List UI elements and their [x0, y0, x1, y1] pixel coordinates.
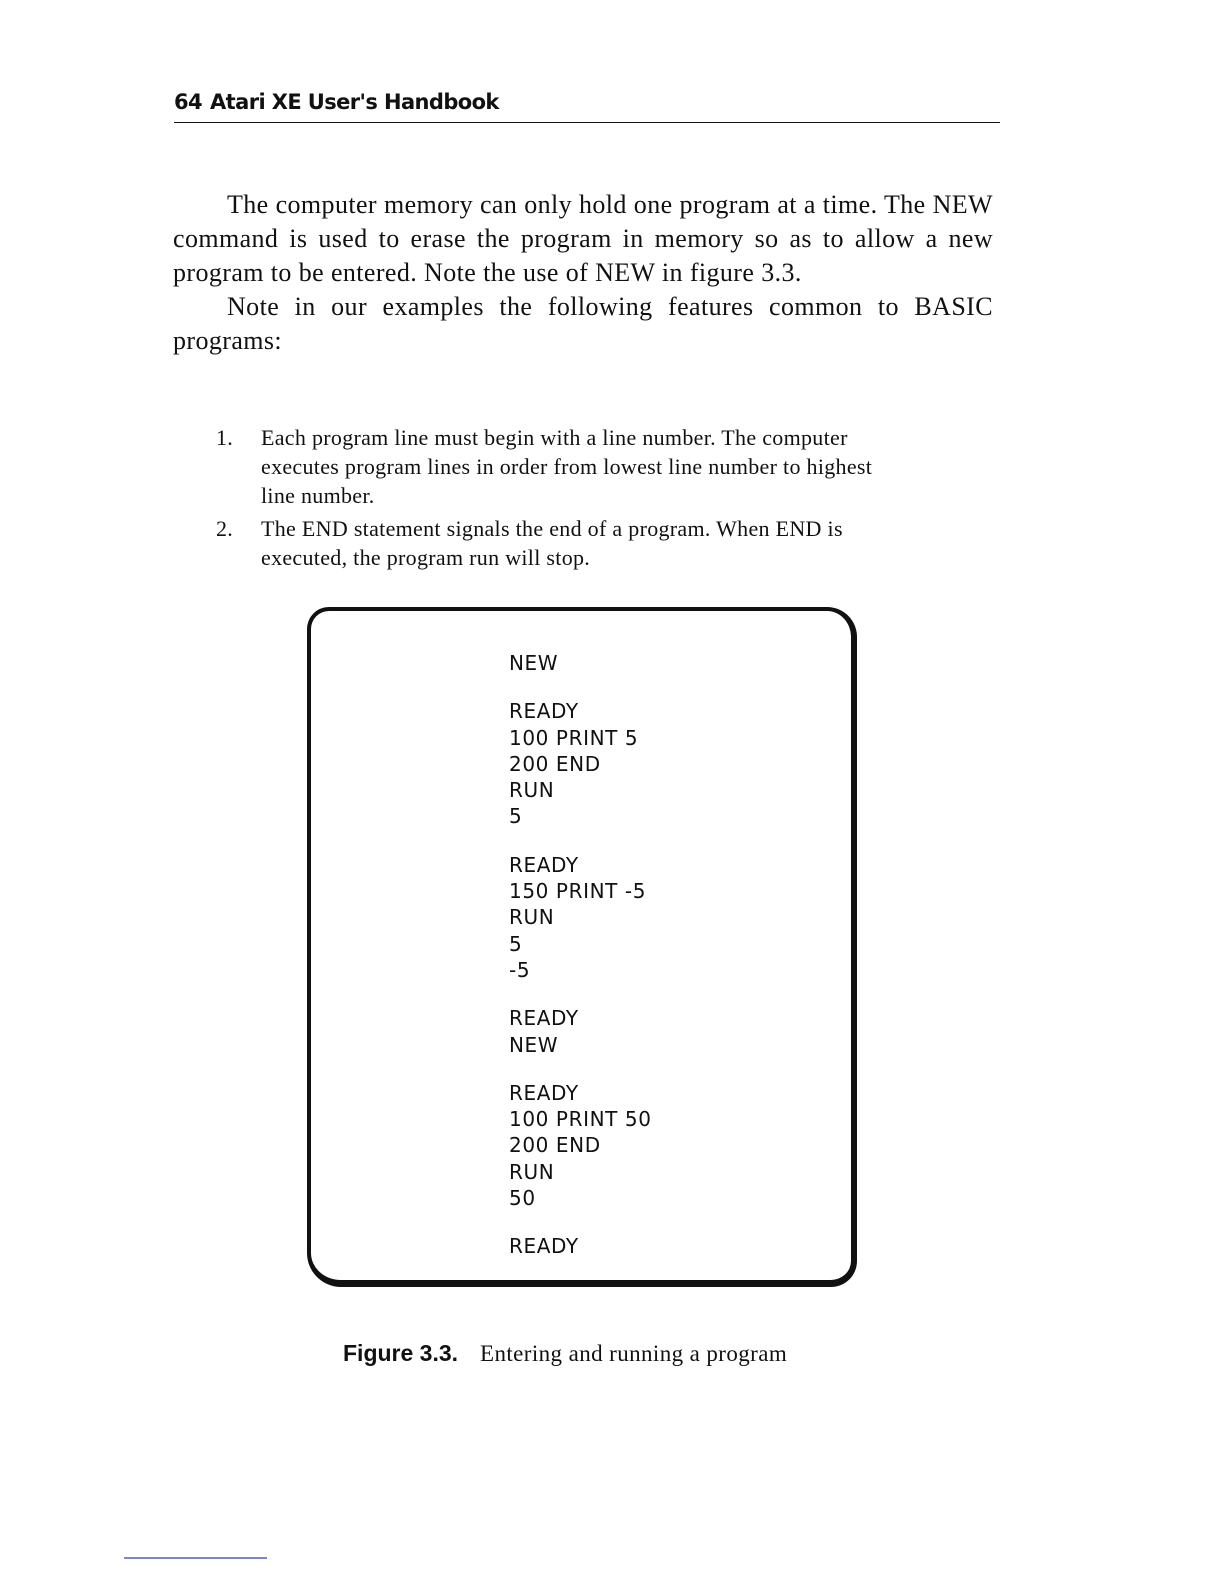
- screen-line: 5: [509, 931, 523, 956]
- screen-line: 200 END: [509, 751, 601, 776]
- list-item-text: Each program line must begin with a line number. The computer executes program lines in order from lowest line number to highest line number.: [261, 425, 873, 508]
- list-item: [214, 514, 901, 572]
- screen-line: 5: [509, 804, 523, 829]
- screen-line: 100 PRINT 50: [509, 1107, 652, 1132]
- screen-line: READY: [509, 1080, 579, 1105]
- screen-line: READY: [509, 699, 579, 724]
- book-title: Atari XE User's Handbook: [210, 90, 499, 114]
- screen-line: 150 PRINT -5: [509, 879, 647, 904]
- screen-line: NEW: [509, 1032, 559, 1057]
- paragraph-basic-features: Note in our examples the following features common to BASIC programs:: [173, 292, 993, 355]
- screen-line: 100 PRINT 5: [509, 725, 639, 750]
- list-item: [214, 423, 901, 510]
- screen-line: NEW: [509, 651, 559, 675]
- scan-edge-mark: [124, 1557, 267, 1559]
- screen-line: RUN: [509, 905, 555, 930]
- screen-line: RUN: [509, 778, 555, 803]
- screen-line: READY: [509, 1234, 579, 1259]
- figure-label: Figure 3.3.: [343, 1340, 459, 1366]
- screen-line: -5: [509, 957, 531, 982]
- screen-line: READY: [509, 852, 579, 877]
- figure-caption: [343, 1337, 787, 1370]
- body-text: [173, 188, 993, 358]
- running-head: [174, 86, 1000, 123]
- feature-list: [214, 423, 914, 576]
- list-item-number: 2.: [216, 516, 234, 541]
- screen-line: 50: [509, 1186, 536, 1211]
- list-item-number: 1.: [216, 425, 234, 450]
- list-item-text: The END statement signals the end of a program. When END is executed, the program run will stop.: [261, 516, 843, 570]
- paragraph-new-command: The computer memory can only hold one program at a time. The NEW command is used to erase the program in memory so as to allow a new program to be entered. Note the use of NEW in figure 3.3.: [173, 190, 993, 287]
- screen-line: READY: [509, 1006, 579, 1031]
- screen-output: [509, 650, 652, 1260]
- screen-line: 200 END: [509, 1133, 601, 1158]
- screen-line: RUN: [509, 1159, 555, 1184]
- page-number: 64: [174, 90, 203, 114]
- figure-title: Entering and running a program: [480, 1341, 788, 1366]
